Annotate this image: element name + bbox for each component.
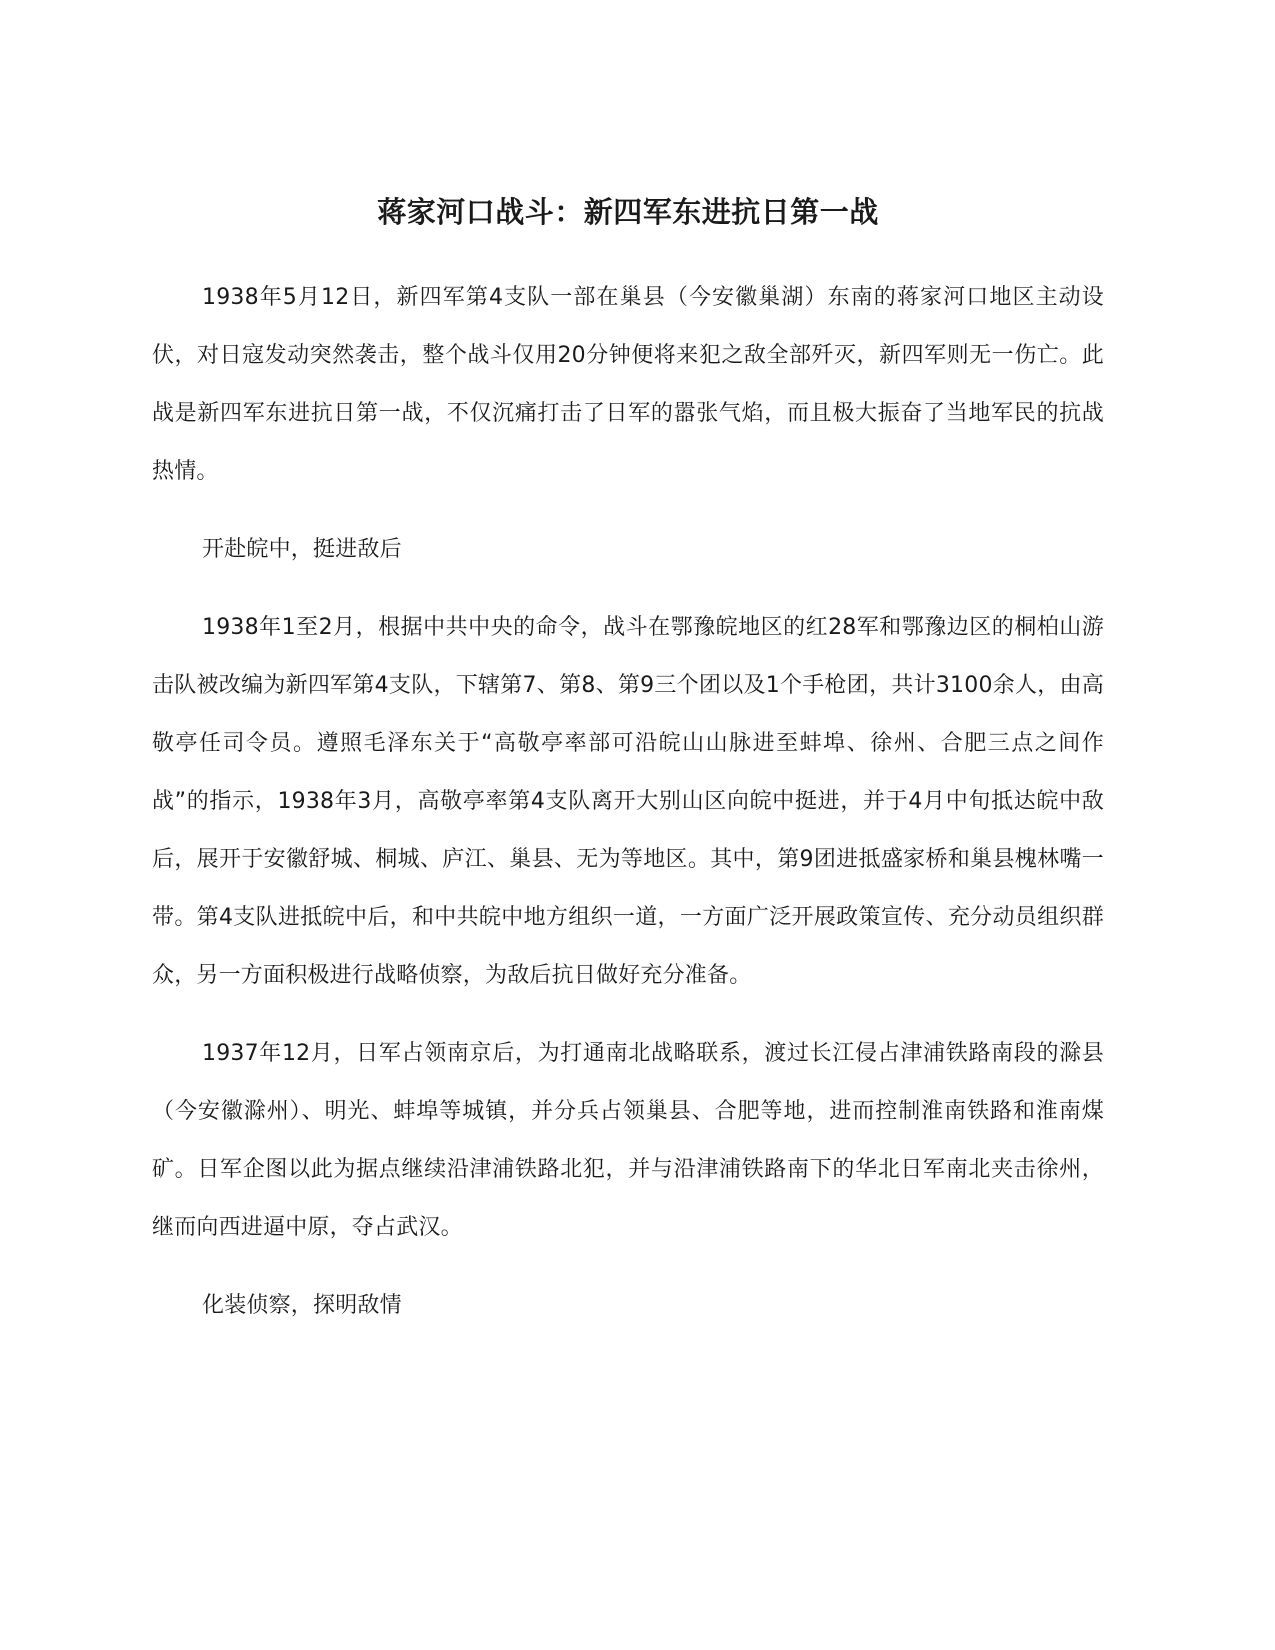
section-heading: 化装侦察，探明敌情 [202,1293,402,1318]
paragraph-intro: 1938年5月12日，新四军第4支队一部在巢县（今安徽巢湖）东南的蒋家河口地区主动设伏，对日寇发动突然袭击，整个战斗仅用20分钟便将来犯之敌全部歼灭，新四军则无一伤亡。此战是新四军东进抗日第一战，不仅沉痛打击了日军的嚣张气焰，而且极大振奋了当地军民的抗战热情。 [152,285,1104,484]
paragraph-reorganization: 1938年1至2月，根据中共中央的命令，战斗在鄂豫皖地区的红28军和鄂豫边区的桐柏山游击队被改编为新四军第4支队，下辖第7、第8、第9三个团以及1个手枪团，共计3100余人，由高敬亭任司令员。遵照毛泽东关于“高敬亭率部可沿皖山山脉进至蚌埠、徐州、合肥三点之间作战”的指示，1938年3月，高敬亭率第4支队离开大别山区向皖中挺进，并于4月中旬抵达皖中敌后，展开于安徽舒城、桐城、庐江、巢县、无为等地区。其中，第9团进抵盛家桥和巢县槐林嘴一带。第4支队进抵皖中后，和中共皖中地方组织一道，一方面广泛开展政策宣传、充分动员组织群众，另一方面积极进行战略侦察，为敌后抗日做好充分准备。 [152,615,1104,988]
document-body [152,269,1104,1355]
paragraph-japanese-advance: 1937年12月，日军占领南京后，为打通南北战略联系，渡过长江侵占津浦铁路南段的滁县（今安徽滁州）、明光、蚌埠等城镇，并分兵占领巢县、合肥等地，进而控制淮南铁路和淮南煤矿。日军企图以此为据点继续沿津浦铁路北犯，并与沿津浦铁路南下的华北日军南北夹击徐州，继而向西进逼中原，夺占武汉。 [152,1041,1104,1240]
section-heading: 开赴皖中，挺进敌后 [202,537,402,562]
document-page [152,0,1104,1650]
document-title: 蒋家河口战斗：新四军东进抗日第一战 [377,195,879,229]
